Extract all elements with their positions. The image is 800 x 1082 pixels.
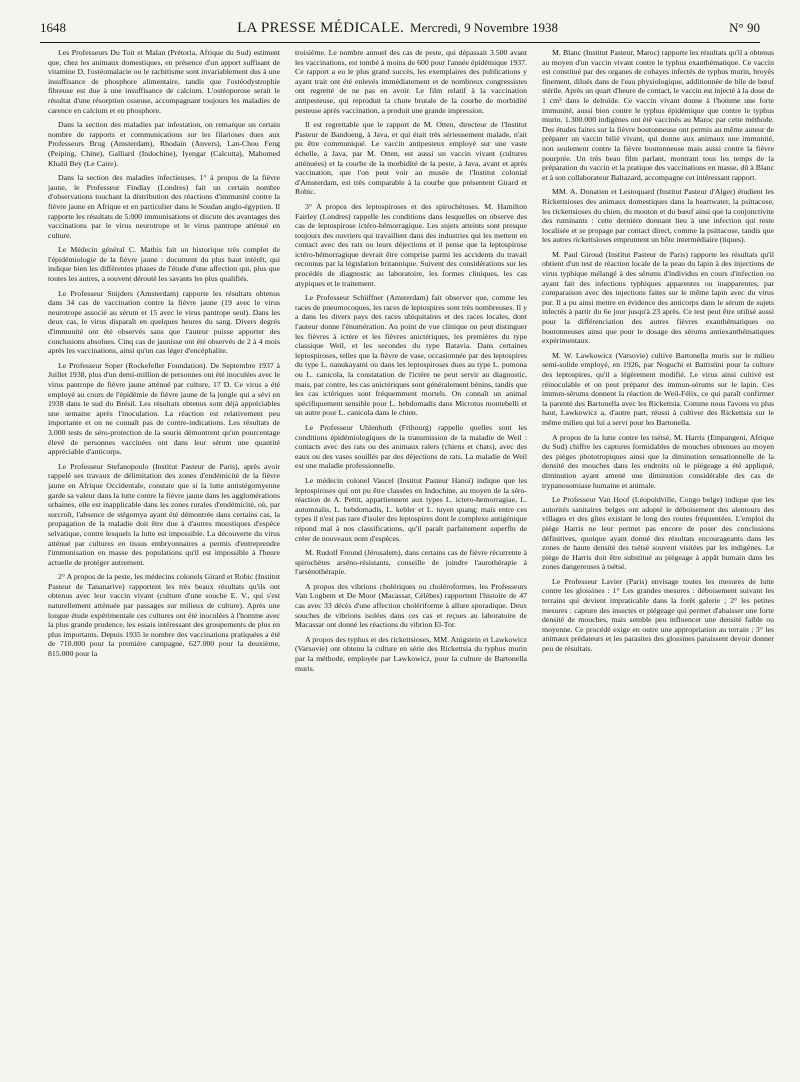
paragraph: M. Paul Giroud (Institut Pasteur de Paris) rapporte les résultats qu'il obtient d'un test de réaction locale de la peau du lapin à des injections de virus typhique mélangé à des sérums d'individus en cours d'infection ou ayant fait des infections typhiques apparentes ou inapparentes, par comparaison avec des injections faites sur le même lapin avec du virus pur. Il a pu ainsi mettre en évidence des anticorps dans le sérum de sujets infectés à partir du 6e jour jusqu'à 23 après. Ce test peut être utilisé aussi pour la différenciation des autres fièvres exanthématiques ou boutonneuses ainsi que pour le dosage des sérums antiexanthématiques expérimentaux.: [542, 249, 774, 346]
paragraph: Le Professeur Lavier (Paris) envisage toutes les mesures de lutte contre les glossines : 1° Les grandes mesures : déboisement suivant les terrains qui devient impraticable dans la forêt galerie ; 2° les petites mesures : capture des insectes et piégeage qui permet d'abaisser une forte densité de mouches, mais semble peu influencer une densité faible ou moyenne. Ce procédé exige en outre une appropriation au terrain ; 3° les animaux prédateurs et les parasites des glossines paraissent devoir donner peu de résultats.: [542, 576, 774, 654]
issue-number: N° 90: [729, 20, 760, 35]
paragraph: MM. A. Donatien et Lestoquard (Institut Pasteur d'Alger) étudient les Rickettsioses des animaux domestiques dans la heartwater, la psittacose, les rickettsioses du chien, du mouton et du bœuf ainsi que la conjonctivite des ruminants : cette dernière donnant lieu à une infection qui reste localisée et se propage par contact direct, comme la psittacose, tandis que les autres rickettsioses empruntent un hôte intermédiaire (tiques).: [542, 187, 774, 245]
paragraph: Le Professeur Schüffner (Amsterdam) fait observer que, comme les races de pneumocoques, les races de leptospires sont très nombreuses. Il y a dans les divers pays des races ubiquitaires et des races locales, dont l'auteur donne l'énumération. Au point de vue clinique on peut distinguer les fièvres à ictère et les fièvres anictériques, les premières du type classique Weil, et les secondes du type Batavia. Dans certaines leptospiroses, telles que la fièvre de vase, occasionnée par des leptospires du type L. nanukayami ou dans les leptospiroses dues au type L. pomona ou L. canicola, la constatation de l'ictère ne peut servir au diagnostic, mais, par contre, les cas anictériques sont généralement bénins, tandis que les cas ictériques sont fréquemment mortels. On connaît un animal spécifiquement sensible pour L. hebdomadis dans Microtus montebelli et un autre pour L. canicola dans le chien.: [295, 293, 527, 418]
paragraph: Le médecin colonel Vaucel (Institut Pasteur Hanoï) indique que les leptospiroses qui ont pu être classées en Indochine, au moyen de la séro-réaction de A. Pettit, appartiennent aux types L. ictero-hemorragiae, L. autumnalis, L. hebdomadis, L. kebler et L. tuyen quang; mais entre ces types il n'est pas rare d'isoler des leptospires dont le complexe antigénique répond mal à nos classifications, qu'il paraît parfaitement superflu de créer de nouveaux nom d'espèces.: [295, 475, 527, 543]
column-2: [295, 48, 527, 1074]
paragraph: troisième. Le nombre annuel des cas de peste, qui dépassait 3.500 avant les vaccinations, est tombé à moins de 600 pour l'année épidémique 1937. Ce rapport a eu le plus grand succès, les exemplaires des publications y ayant trait ont été enlevés immédiatement et de nombreux congressistes ont regretté de ne pas en avoir. Le film relatif à la vaccination antipesteuse, qui reproduit la chute brutale de la courbe de morbidité pesteuse après vaccination, a produit une grande impression.: [295, 48, 527, 115]
paragraph: Le Professeur Van Hoof (Léopoldville, Congo belge) indique que les autorités sanitaires belges ont adopté le déboisement des alentours des villages et des gîtes existant le long des routes fréquentées. L'emploi du piège Harris ne leur permet pas encore de poser des conclusions définitives, quoique ayant donné des résultats encourageants dans les zones de haute densité des tsétsé souvent visitées par les indigènes. Le piège de Harris doit être substitué au piégeage à appât humain dans les zones dangereuses à tsétsé.: [542, 495, 774, 572]
paragraph: A propos de la lutte contre les tsétsé, M. Harris (Empangeni, Afrique du Sud) chiffre les captures formidables de mouches obtenues au moyen des pièges phototropiques ainsi que la diminution sensationnelle de la densité des mouches dans les endroits où le piégeage a été appliqué, diminution ayant amené une diminution considérable des cas de trypanosomiase humaine et animale.: [542, 432, 774, 490]
column-3: [542, 48, 774, 1074]
paragraph: A propos des typhus et des rickettsioses, MM. Anigstein et Lawkowicz (Varsovie) ont obtenu la culture en série des Rickettsia du typhus murin par la méthode, employée par Lawkowicz, pour la culture de Bartonella muris.: [295, 634, 527, 673]
journal-header: [237, 20, 558, 37]
paragraph: Dans la section des maladies par infestation, on remarque un certain nombre de rapports et communications sur les filarioses dues aux Professeurs Brug (Amsterdam), Rhodain (Anvers), Lan-Chou Feng (Peiping, Chine), Galliard (Indochine), Iyengar (Calcutta), Mahomed Khalil Bey (Le Caire).: [48, 120, 280, 168]
column-1: [48, 48, 280, 1074]
issue-date: Mercredi, 9 Novembre 1938: [410, 20, 559, 35]
paragraph: Le Professeur Snijders (Amsterdam) rapporte les résultats obtenus dans 34 cas de vaccination contre la fièvre jaune (19 avec le virus neurotrope associé au sérum et 15 avec le virus pantrope seul). Dans les deux cas, le virus disparaît en quelques heures du sang. Divers degrés d'immunité ont été observés sans que l'auteur puisse apporter des conclusions absolues. Cinq cas de jaunisse ont été observés de 2 à 4 mois après les vaccinations, ainsi qu'un cas léger d'encéphalite.: [48, 288, 280, 356]
paragraph: Les Professeurs Du Toit et Malan (Prétoria, Afrique du Sud) estiment que, chez les animaux domestiques, en présence d'un apport suffisant de vitamine D, l'ostéomalacie ou le rachitisme sont invariablement dus à une insuffisance de phosphore alimentaire, tandis que l'ostéodystrophie fibreuse est due à une insuffisance de calcium. L'ostéoporose serait le résultat d'une résorption osseuse, accompagnant toujours les maladies de carence en calcium et en phosphore.: [48, 48, 280, 115]
journal-title: LA PRESSE MÉDICALE.: [237, 20, 405, 36]
paragraph: Le Professeur Soper (Rockefeller Foundation). De Septembre 1937 à Juillet 1938, plus d'un demi-million de personnes ont été inoculées avec le virus pantrope de fièvre jaune atténué par culture, 17 D. Ce virus a été employé au cours de l'épidémie de fièvre jaune de la jungle qui a sévi en 1938 dans le sud du Brésil. Les résultats obtenus sont déjà appréciables une semaine après l'inoculation. La réaction est relativement peu importante et on ne connaît pas de contre-indications. Les résultats de 3.000 tests de séro-protection de la souris démontrent qu'un pourcentage élevé de personnes vaccinées ont dans leur sérum une quantité appréciable d'anticorps.: [48, 360, 280, 457]
paragraph: A propos des vibrions cholériques ou choléroformes, les Professeurs Van Loghem et De Moor (Macassar, Célèbes) rapportent l'histoire de 47 cas avec 33 décès d'une affection cholériforme à allure sporadique. Deux souches de vibrions isolées dans ces cas et reçues au laboratoire de Macassar ont donné les réactions du vibrion El-Tor.: [295, 581, 527, 630]
paragraph: M. Rudolf Freund (Jérusalem), dans certains cas de fièvre récurrente à spirochètes arséno-résistants, conseille de joindre l'aurothérapie à l'arsénothérapie.: [295, 548, 527, 577]
paragraph: Dans la section des maladies infectieuses, 1° à propos de la fièvre jaune, le Professeur Findlay (Londres) fait un certain nombre d'observations touchant la distribution des réactions d'immunité contre la fièvre jaune en Afrique et en particulier dans le Soudan anglo-égyptien. Il rapporte les résultats de 5.000 immunisations et discute des avantages des vaccinations par le virus neurotrope et le virus pantrope atténué en culture.: [48, 173, 280, 240]
page-number: 1648: [40, 20, 66, 35]
paragraph: 3° A propos des leptospiroses et des spirochétoses. M. Hamilton Fairley (Londres) rappelle les conditions dans lesquelles on observe des cas de leptospirose ictéro-hémorragique. Les sujets atteints sont presque toujours des ouvriers qui travaillent dans des industries qui les mettent en contact avec des rats ou leurs déjections et il pense que la leptospirose ictéro-hémorragique devrait être comprise parmi les accidents du travail reconnus par la législation britannique. Suivent des considérations sur les procédés de diagnostic au laboratoire, les formes cliniques, les cas atypiques et le traitement.: [295, 201, 527, 288]
paragraph: M. Blanc (Institut Pasteur, Maroc) rapporte les résultats qu'il a obtenus au moyen d'un vaccin vivant contre le typhus exanthématique. Ce vaccin est constitué par des organes de cobayes infectés de typhus murin, broyés finement, dilués dans de l'eau physiologique, additionnée de bile de bœuf stérile. Après un quart d'heure de contact, le vaccin est injecté à la dose de 1 cm³ dans le deltoïde. Ce vaccin vivant donne à l'homme une forte immunité, aussi bien contre le typhus épidémique que contre le typhus murin. 1.300.000 indigènes ont été vaccinés au Maroc par cette méthode. Des études faites sur la fièvre boutonneuse ont permis au même auteur de préparer un vaccin bilié vivant, qui donne aux animaux une immunité, non seulement contre la fièvre boutonneuse mais aussi contre la fièvre pourprée. Un très beau film parlant, montrant tous les temps de la préparation du vaccin et la pratique des vaccinations en masse, dû à Blanc et à son collaborateur Baltazard, accompagne cet intéressant rapport.: [542, 48, 774, 182]
paragraph: Le Médecin général C. Mathis fait un historique très complet de l'épidémiologie de la fièvre jaune : document du plus haut intérêt, qui indique bien les différentes phases de l'étude d'une affection qui, plus que toutes les autres, a souvent dérouté les savants les plus qualifiés.: [48, 245, 280, 284]
paragraph: Le Professeur Stefanopoulo (Institut Pasteur de Paris), après avoir rappelé ses travaux de délimitation des zones d'endémicité de la fièvre jaune en Afrique Occidentale, constate que si la lutte antistégomyenne garde sa valeur dans la lutte contre la fièvre jaune dans les agglomérations urbaines, elle est inapplicable dans les zones rurales d'endémicité, où, par surcroît, l'absence de stégomya ayant été démontrée dans certains cas, la propagation de la maladie doit être due à d'autres moustiques d'espèce selvatique, contre lesquels la lutte est impossible. La découverte du virus atténué par cultures en tissus embryonnaires a permis d'entreprendre l'immunisation en masse des populations qu'il est impossible à l'heure actuelle de protéger autrement.: [48, 461, 280, 567]
paragraph: Il est regrettable que le rapport de M. Otten, directeur de l'Institut Pasteur de Bandoeng, à Java, et qui était très sérieusement malade, n'ait pu être communiqué. Le vaccin antipesteux employé sur une vaste échelle, à Java, par M. Otten, est aussi un vaccin vivant (cultures atténuées) et la courbe de la morbidité de la peste, à Java, avant et après vaccination, que l'on peut voir au musée de l'Institut colonial d'Amsterdam, est très comparable à la courbe que présentent Girard et Robic.: [295, 120, 527, 197]
paragraph: Le Professeur Uhlenhuth (Fribourg) rappelle quelles sont les conditions épidémiologiques de la transmission de la maladie de Weil : contacts avec des rats ou des animaux ralers (chiens et chats), avec des eaux ou des vases souillés par des déjections de rats. La maladie de Weil est une maladie professionnelle.: [295, 422, 527, 471]
masthead: [40, 20, 760, 43]
paragraph: 2° A propos de la peste, les médecins colonels Girard et Robic (Institut Pasteur de Tananarive) rapportent les très beaux résultats qu'ils ont obtenus avec leur vaccin vivant (culture d'une souche E. V., qui s'est naturellement atténuée par passages sur milieux de culture). Après une longue étude expérimentale ces cultures ont été inoculées à l'homme avec la plus grande prudence, les essais intéressant des groupements de plus en plus importants. Depuis 1935 le nombre des vaccinations pratiquées a été de 710.000 pour la première campagne, 627.000 pour la deuxième, 815.000 pour la: [48, 572, 280, 659]
article-columns: [48, 48, 775, 1074]
paragraph: M. W. Lawkowicz (Varsovie) cultive Bartonella muris sur le milieu semi-solide employé, en 1926, par Noguchi et Battistini pour la culture des leptospires, qu'il a légèrement modifié. Le virus ainsi cultivé est réinoculable et on peut préparer des immun-sérums sur le lapin. Ces immun-sérums donnent la réaction de Weil-Félix, ce qui paraît confirmer la parenté des Bartonella avec les Rickettsia. Comme nous l'avons vu plus haut, Lawkowicz a, d'autre part, réussi à cultiver des Rickettsia sur le même milieu qui lui a servi pour les Bartonella.: [542, 350, 774, 427]
